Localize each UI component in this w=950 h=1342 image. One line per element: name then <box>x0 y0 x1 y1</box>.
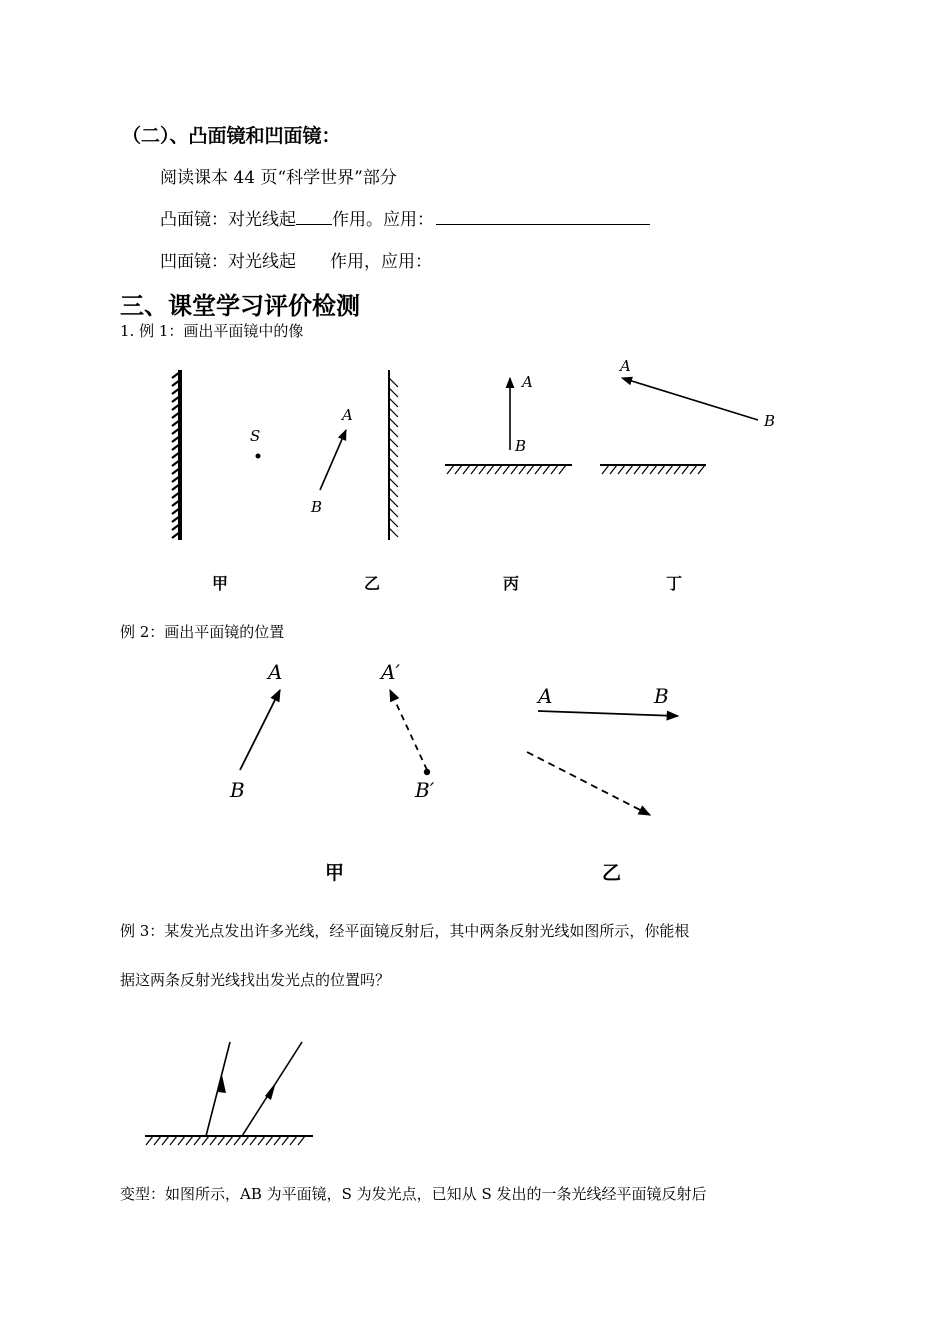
mirror-ding <box>600 465 706 474</box>
label-b-ex2: B <box>230 778 245 802</box>
label-b-ex2-yi: B <box>654 684 669 708</box>
convex-label-2: 作用。应用： <box>332 210 434 230</box>
label-a-ex2: A <box>268 660 283 684</box>
label-a-bing: A <box>522 373 533 391</box>
label-a-yi: A <box>342 406 353 424</box>
concave-label-1: 凹面镜：对光线起 <box>160 252 296 272</box>
section-heading-convex-concave: （二）、凸面镜和凹面镜： <box>122 125 341 147</box>
label-b-ding: B <box>764 412 776 430</box>
arrow-ab-prime-ex2-jia <box>390 690 427 770</box>
variant-prompt: 变型：如图所示，AB 为平面镜，S 为发光点，已知从 S 发出的一条光线经平面镜反射后 <box>120 1185 707 1203</box>
example1-prompt: 1. 例 1：画出平面镜中的像 <box>120 322 304 340</box>
arrow-ab-ding <box>622 378 758 420</box>
caption-yi: 乙 <box>364 574 381 593</box>
caption-bing: 丙 <box>503 574 520 593</box>
caption-jia: 甲 <box>212 574 229 593</box>
caption-ding: 丁 <box>666 574 683 593</box>
example2-prompt: 例 2：画出平面镜的位置 <box>120 623 285 641</box>
label-a-ding: A <box>620 357 631 375</box>
example3-prompt-line2: 据这两条反射光线找出发光点的位置吗？ <box>120 971 391 989</box>
arrow-ab-ex2-yi <box>538 711 678 716</box>
label-s: S <box>250 427 261 445</box>
point-b-prime <box>424 769 430 775</box>
label-b-yi: B <box>311 498 323 516</box>
label-b-prime-ex2: B′ <box>415 778 435 802</box>
section-heading-evaluation: 三、课堂学习评价检测 <box>120 292 360 320</box>
label-a-prime-ex2: A′ <box>381 660 400 684</box>
mirror-bing <box>445 465 572 474</box>
label-a-ex2-yi: A <box>538 684 553 708</box>
reading-instruction: 阅读课本 44 页“科学世界”部分 <box>160 168 397 188</box>
mirror-jia <box>172 370 180 540</box>
point-s <box>256 454 261 459</box>
arrow-ab-yi <box>320 430 346 490</box>
mirror-yi <box>389 370 398 540</box>
convex-label-1: 凸面镜：对光线起 <box>160 210 296 230</box>
example3-prompt-line1: 例 3：某发光点发出许多光线，经平面镜反射后，其中两条反射光线如图所示，你能根 <box>120 922 690 940</box>
mirror-ex3 <box>145 1136 313 1145</box>
caption-ex2-yi: 乙 <box>602 862 622 884</box>
reflected-ray-1 <box>206 1042 230 1136</box>
label-b-bing: B <box>515 437 527 455</box>
concave-label-2: 作用，应用： <box>330 252 432 272</box>
arrow-ab-ex2-jia <box>240 690 280 770</box>
dashed-ray-ex2-yi <box>527 752 650 815</box>
caption-ex2-jia: 甲 <box>325 862 345 884</box>
